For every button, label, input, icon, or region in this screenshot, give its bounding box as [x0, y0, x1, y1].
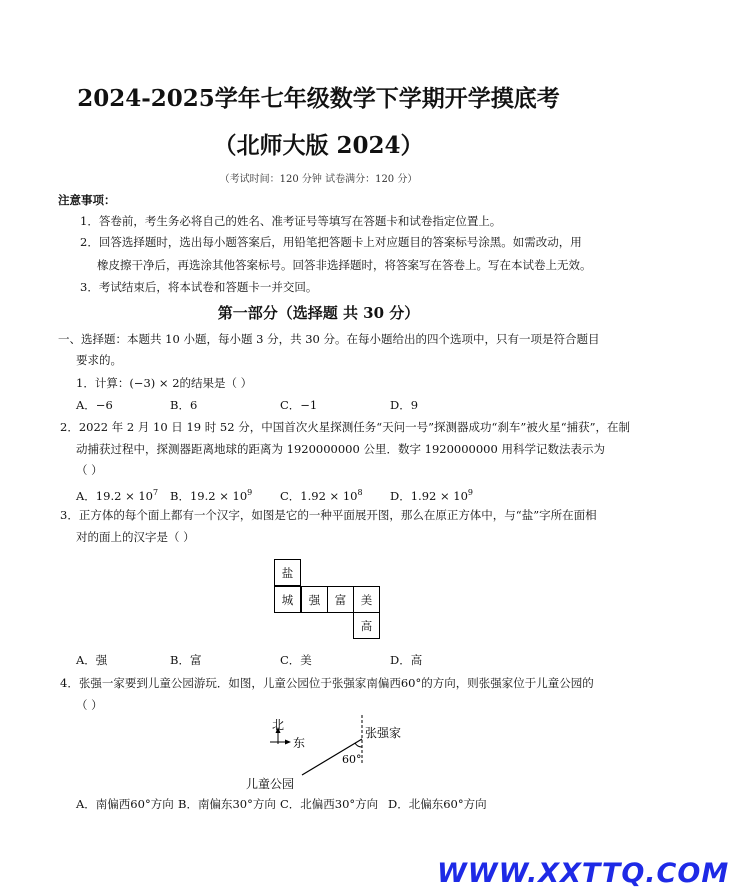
- q1-option-a: A．−6: [76, 398, 113, 412]
- page-subtitle: （北师大版 2024）: [213, 132, 424, 159]
- part1-heading: 第一部分（选择题 共 30 分）: [217, 304, 420, 322]
- q1-option-b: B．6: [170, 398, 198, 412]
- net-face: 城: [274, 586, 301, 613]
- net-face: 高: [353, 612, 380, 639]
- q2-option-d: D．$1.92 \times 10^9$: [390, 488, 473, 503]
- q2-option-b: B．$19.2 \times 10^9$: [170, 488, 253, 503]
- q2-option-c: C．$1.92 \times 10^8$: [280, 488, 363, 503]
- net-face: 盐: [274, 559, 301, 586]
- q3-option-c: C．美: [280, 653, 312, 667]
- north-label: 北: [272, 718, 285, 732]
- note-item: 2．回答选择题时，选出每小题答案后，用铅笔把答题卡上对应题目的答案标号涂黑。如需改动，用: [80, 235, 582, 249]
- note-item: 3．考试结束后，将本试卷和答题卡一并交回。: [80, 280, 318, 294]
- q3-stem-cont: 对的面上的汉字是（ ）: [76, 530, 195, 544]
- east-arrow-head: [285, 740, 291, 745]
- q2-paren: （ ）: [76, 463, 103, 477]
- home-label: 张强家: [365, 726, 402, 740]
- q1-option-d: D．9: [390, 398, 419, 412]
- net-face: 强: [301, 586, 328, 613]
- park-label: 儿童公园: [246, 777, 295, 791]
- notes-heading: 注意事项：: [58, 193, 116, 207]
- watermark: WWW.XXTTQ.COM: [437, 858, 729, 889]
- q4-option-d: D．北偏东60°方向: [388, 797, 487, 811]
- direction-figure: [240, 713, 420, 793]
- q4-option-b: B．南偏东30°方向: [178, 797, 276, 811]
- q1-stem: 1．计算：(−3) × 2的结果是（ ）: [76, 376, 253, 390]
- east-label: 东: [293, 736, 306, 750]
- q1-option-c: C．−1: [280, 398, 318, 412]
- q2-stem: 2．2022 年 2 月 10 日 19 时 52 分，中国首次火星探测任务“天问一号”探测器成功“刹车”被火星“捕获”，在制: [60, 420, 630, 434]
- angle-arc: [355, 743, 362, 747]
- note-item: 1．答卷前，考生务必将自己的姓名、准考证号等填写在答题卡和试卷指定位置上。: [80, 214, 502, 228]
- q4-stem: 4．张强一家要到儿童公园游玩．如图，儿童公园位于张强家南偏西60°的方向，则张强家位于儿童公园的: [60, 676, 594, 690]
- q2-stem-cont: 动捕获过程中，探测器距离地球的距离为 1920000000 公里．数字 1920000000 用科学记数法表示为: [76, 442, 605, 456]
- section-instructions: 一、选择题：本题共 10 小题，每小题 3 分，共 30 分。在每小题给出的四个选项中，只有一项是符合题目: [58, 332, 600, 346]
- q3-option-a: A．强: [76, 653, 108, 667]
- q4-paren: （ ）: [76, 698, 103, 712]
- note-item: 橡皮擦干净后，再选涂其他答案标号。回答非选择题时，将答案写在答卷上。写在本试卷上无效。: [97, 258, 592, 272]
- angle-label: 60°: [342, 753, 362, 766]
- q3-stem: 3．正方体的每个面上都有一个汉字，如图是它的一种平面展开图，那么在原正方体中，与“盐”字所在面相: [60, 508, 597, 522]
- q4-option-c: C．北偏西30°方向: [280, 797, 379, 811]
- q4-option-a: A．南偏西60°方向: [76, 797, 174, 811]
- q3-option-b: B．富: [170, 653, 202, 667]
- page-title: 2024-2025学年七年级数学下学期开学摸底考: [77, 85, 560, 112]
- q3-option-d: D．高: [390, 653, 423, 667]
- net-face: 富: [327, 586, 354, 613]
- section-instructions-cont: 要求的。: [76, 353, 122, 367]
- net-face: 美: [353, 586, 380, 613]
- q2-option-a: A．$19.2 \times 10^7$: [76, 488, 159, 503]
- exam-info: （考试时间：120 分钟 试卷满分：120 分）: [219, 174, 418, 185]
